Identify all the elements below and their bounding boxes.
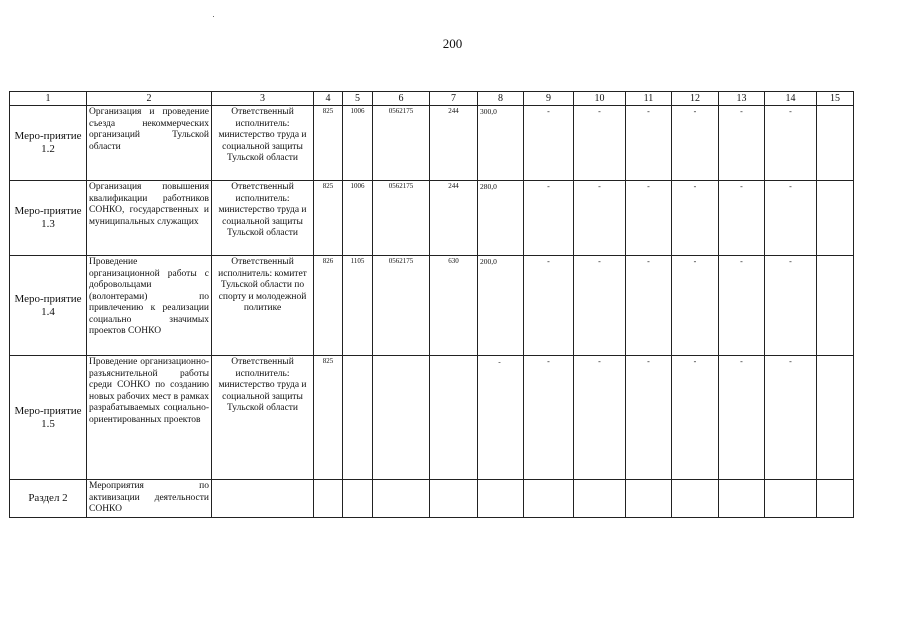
col9-cell: - — [524, 256, 574, 356]
col9-cell — [524, 480, 574, 518]
header-cell: 6 — [373, 92, 430, 106]
col10-cell — [574, 480, 626, 518]
col12-cell: - — [672, 181, 719, 256]
header-cell: 2 — [87, 92, 212, 106]
col12-cell: - — [672, 106, 719, 181]
header-cell: 3 — [212, 92, 314, 106]
col14-cell: - — [765, 256, 817, 356]
col7-cell — [430, 480, 478, 518]
activity-name: Проведение организационно-разъяснительной работы среди СОНКО по созданию новых рабочих мест в рамках разрабатываемых социально-ориентированных проектов — [87, 356, 212, 480]
col14-cell: - — [765, 356, 817, 480]
header-cell: 11 — [626, 92, 672, 106]
amount-cell: 300,0 — [478, 106, 524, 181]
row-label: Меро-приятие 1.3 — [10, 181, 87, 256]
header-cell: 5 — [343, 92, 373, 106]
table-row — [10, 356, 854, 480]
col14-cell — [765, 480, 817, 518]
col15-cell — [817, 256, 854, 356]
col12-cell: - — [672, 256, 719, 356]
col4-cell — [314, 480, 343, 518]
header-cell: 13 — [719, 92, 765, 106]
col12-cell — [672, 480, 719, 518]
col10-cell: - — [574, 181, 626, 256]
col5-cell: 1105 — [343, 256, 373, 356]
col9-cell: - — [524, 181, 574, 256]
budget-table — [9, 91, 854, 518]
header-cell: 9 — [524, 92, 574, 106]
col11-cell — [626, 480, 672, 518]
executor: Ответственный исполнитель: министерство труда и социальной защиты Тульской области — [212, 106, 314, 181]
col12-cell: - — [672, 356, 719, 480]
col10-cell: - — [574, 106, 626, 181]
col13-cell: - — [719, 256, 765, 356]
executor: Ответственный исполнитель: министерство труда и социальной защиты Тульской области — [212, 181, 314, 256]
amount-cell: 200,0 — [478, 256, 524, 356]
header-cell: 1 — [10, 92, 87, 106]
col5-cell: 1006 — [343, 106, 373, 181]
col15-cell — [817, 480, 854, 518]
amount-cell — [478, 480, 524, 518]
col5-cell: 1006 — [343, 181, 373, 256]
section-label: Раздел 2 — [10, 480, 87, 518]
col6-cell — [373, 356, 430, 480]
col13-cell: - — [719, 181, 765, 256]
col11-cell: - — [626, 256, 672, 356]
col4-cell: 825 — [314, 356, 343, 480]
col5-cell — [343, 480, 373, 518]
col13-cell: - — [719, 356, 765, 480]
row-label: Меро-приятие 1.4 — [10, 256, 87, 356]
col7-cell — [430, 356, 478, 480]
col14-cell: - — [765, 181, 817, 256]
col9-cell: - — [524, 356, 574, 480]
col10-cell: - — [574, 356, 626, 480]
header-cell: 8 — [478, 92, 524, 106]
activity-name: Организация и проведение съезда некоммерческих организаций Тульской области — [87, 106, 212, 181]
table-row — [10, 181, 854, 256]
page-number: 200 — [442, 36, 463, 51]
col6-cell: 0562175 — [373, 181, 430, 256]
col6-cell — [373, 480, 430, 518]
col13-cell: - — [719, 106, 765, 181]
col10-cell: - — [574, 256, 626, 356]
col15-cell — [817, 356, 854, 480]
table-row — [10, 106, 854, 181]
executor: Ответственный исполнитель: комитет Тульской области по спорту и молодежной политике — [212, 256, 314, 356]
col7-cell: 244 — [430, 181, 478, 256]
header-cell: 12 — [672, 92, 719, 106]
scan-speck — [213, 16, 214, 17]
col14-cell: - — [765, 106, 817, 181]
header-cell: 4 — [314, 92, 343, 106]
col4-cell: 825 — [314, 181, 343, 256]
row-label: Меро-приятие 1.5 — [10, 356, 87, 480]
col6-cell: 0562175 — [373, 106, 430, 181]
row-label: Меро-приятие 1.2 — [10, 106, 87, 181]
section-name: Мероприятия по активизации деятельности СОНКО — [87, 480, 212, 518]
header-cell: 14 — [765, 92, 817, 106]
col4-cell: 825 — [314, 106, 343, 181]
amount-cell: - — [478, 356, 524, 480]
header-cell: 7 — [430, 92, 478, 106]
executor: Ответственный исполнитель: министерство труда и социальной защиты Тульской области — [212, 356, 314, 480]
header-cell: 15 — [817, 92, 854, 106]
executor — [212, 480, 314, 518]
activity-name: Проведение организационной работы с добровольцами (волонтерами) по привлечению к реализации социально значимых проектов СОНКО — [87, 256, 212, 356]
col13-cell — [719, 480, 765, 518]
table-row — [10, 480, 854, 518]
col7-cell: 630 — [430, 256, 478, 356]
col11-cell: - — [626, 106, 672, 181]
col7-cell: 244 — [430, 106, 478, 181]
col9-cell: - — [524, 106, 574, 181]
activity-name: Организация повышения квалификации работников СОНКО, государственных и муниципальных служащих — [87, 181, 212, 256]
amount-cell: 280,0 — [478, 181, 524, 256]
header-row — [10, 92, 854, 106]
col6-cell: 0562175 — [373, 256, 430, 356]
col11-cell: - — [626, 181, 672, 256]
col4-cell: 826 — [314, 256, 343, 356]
header-cell: 10 — [574, 92, 626, 106]
col5-cell — [343, 356, 373, 480]
col15-cell — [817, 106, 854, 181]
col11-cell: - — [626, 356, 672, 480]
table-row — [10, 256, 854, 356]
col15-cell — [817, 181, 854, 256]
